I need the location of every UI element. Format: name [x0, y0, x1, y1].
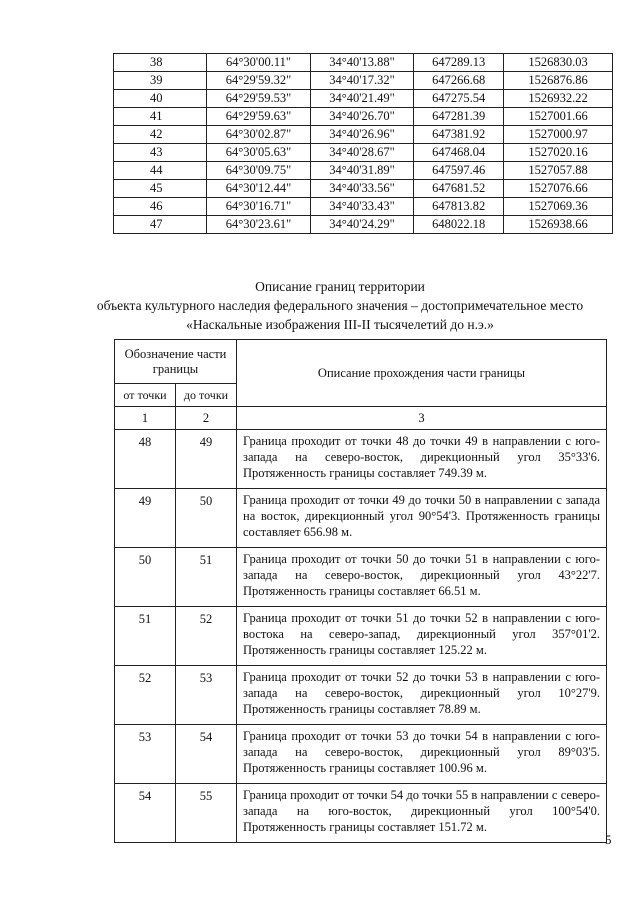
description-cell: Граница проходит от точки 49 до точки 50 в направлении с запада на восток, дирекционный угол 90°54'3. Протяженность границы составляет 656.98 м.: [237, 489, 607, 548]
coordinate-cell-n: 46: [114, 198, 207, 216]
description-cell: Граница проходит от точки 54 до точки 55 в направлении с северо-запада на юго-восток, дирекционный угол 100°54'0. Протяженность границы составляет 151.72 м.: [237, 784, 607, 843]
boundary-row: [115, 666, 607, 725]
coordinate-cell-y: 1526830.03: [504, 54, 613, 72]
from-point-cell: 48: [115, 430, 176, 489]
to-point-cell: 54: [176, 725, 237, 784]
from-point-cell: 51: [115, 607, 176, 666]
from-point-cell: 50: [115, 548, 176, 607]
to-point-cell: 55: [176, 784, 237, 843]
coordinate-cell-y: 1527076.66: [504, 180, 613, 198]
coordinate-cell-lat: 64°29'59.32": [206, 72, 310, 90]
coordinate-cell-lon: 34°40'28.67": [310, 144, 413, 162]
heading-line-1: Описание границ территории: [255, 279, 425, 294]
header-to-point: до точки: [176, 384, 237, 407]
coordinate-cell-lat: 64°30'12.44": [206, 180, 310, 198]
coordinate-cell-y: 1527000.97: [504, 126, 613, 144]
boundary-row: [115, 607, 607, 666]
coordinate-cell-lon: 34°40'33.43": [310, 198, 413, 216]
coordinate-cell-lat: 64°30'00.11": [206, 54, 310, 72]
coordinate-cell-x: 647281.39: [414, 108, 504, 126]
coordinate-cell-lon: 34°40'24.29": [310, 216, 413, 234]
coordinate-cell-lon: 34°40'13.88": [310, 54, 413, 72]
coordinate-cell-x: 647681.52: [414, 180, 504, 198]
coordinate-cell-x: 647289.13: [414, 54, 504, 72]
coordinate-cell-x: 647381.92: [414, 126, 504, 144]
coordinate-cell-lat: 64°29'59.63": [206, 108, 310, 126]
coordinate-cell-y: 1527001.66: [504, 108, 613, 126]
coordinate-cell-x: 647468.04: [414, 144, 504, 162]
coordinate-row: [114, 54, 613, 72]
from-point-cell: 52: [115, 666, 176, 725]
column-number-3: 3: [237, 407, 607, 430]
column-number-2: 2: [176, 407, 237, 430]
coordinate-cell-y: 1527057.88: [504, 162, 613, 180]
coordinate-cell-x: 647266.68: [414, 72, 504, 90]
heading-line-2: объекта культурного наследия федерального значения – достопримечательное место: [96, 298, 584, 313]
coordinate-cell-y: 1526938.66: [504, 216, 613, 234]
header-from-point: от точки: [115, 384, 176, 407]
to-point-cell: 51: [176, 548, 237, 607]
description-cell: Граница проходит от точки 48 до точки 49 в направлении с юго-запада на северо-восток, дирекционный угол 35°33'6. Протяженность границы составляет 749.39 м.: [237, 430, 607, 489]
boundary-description-table: [114, 339, 607, 843]
coordinates-table: [113, 53, 613, 234]
coordinate-cell-x: 648022.18: [414, 216, 504, 234]
coordinate-cell-lat: 64°29'59.53": [206, 90, 310, 108]
coordinate-cell-lat: 64°30'02.87": [206, 126, 310, 144]
coordinate-row: [114, 144, 613, 162]
coordinate-row: [114, 90, 613, 108]
coordinate-cell-n: 45: [114, 180, 207, 198]
coordinate-cell-n: 41: [114, 108, 207, 126]
description-cell: Граница проходит от точки 50 до точки 51 в направлении с юго-запада на северо-восток, дирекционный угол 43°22'7. Протяженность границы составляет 66.51 м.: [237, 548, 607, 607]
coordinate-cell-lat: 64°30'23.61": [206, 216, 310, 234]
coordinate-cell-y: 1526876.86: [504, 72, 613, 90]
coordinate-cell-x: 647597.46: [414, 162, 504, 180]
coordinate-cell-y: 1527069.36: [504, 198, 613, 216]
coordinate-cell-lat: 64°30'16.71": [206, 198, 310, 216]
coordinate-cell-lat: 64°30'05.63": [206, 144, 310, 162]
section-heading: [60, 277, 620, 334]
header-row: [115, 340, 607, 384]
coordinate-cell-x: 647813.82: [414, 198, 504, 216]
coordinate-row: [114, 180, 613, 198]
coordinate-cell-n: 42: [114, 126, 207, 144]
coordinate-cell-lon: 34°40'33.56": [310, 180, 413, 198]
coordinate-cell-n: 43: [114, 144, 207, 162]
heading-line-3: «Наскальные изображения III-II тысячелетий до н.э.»: [186, 317, 494, 332]
coordinate-cell-n: 40: [114, 90, 207, 108]
coordinate-cell-lon: 34°40'26.70": [310, 108, 413, 126]
to-point-cell: 49: [176, 430, 237, 489]
header-description: Описание прохождения части границы: [237, 340, 607, 407]
coordinate-cell-lat: 64°30'09.75": [206, 162, 310, 180]
coordinate-cell-lon: 34°40'17.32": [310, 72, 413, 90]
from-point-cell: 53: [115, 725, 176, 784]
description-cell: Граница проходит от точки 53 до точки 54 в направлении с юго-запада на северо-восток, дирекционный угол 89°03'5. Протяженность границы составляет 100.96 м.: [237, 725, 607, 784]
coordinate-row: [114, 216, 613, 234]
boundary-row: [115, 725, 607, 784]
coordinate-row: [114, 126, 613, 144]
coordinate-cell-y: 1526932.22: [504, 90, 613, 108]
column-number-1: 1: [115, 407, 176, 430]
coordinate-cell-n: 39: [114, 72, 207, 90]
boundary-row: [115, 430, 607, 489]
to-point-cell: 52: [176, 607, 237, 666]
to-point-cell: 50: [176, 489, 237, 548]
header-part: Обозначение части границы: [115, 340, 237, 384]
coordinate-row: [114, 198, 613, 216]
from-point-cell: 49: [115, 489, 176, 548]
description-cell: Граница проходит от точки 52 до точки 53 в направлении с юго-запада на северо-восток, дирекционный угол 10°27'9. Протяженность границы составляет 78.89 м.: [237, 666, 607, 725]
coordinate-cell-lon: 34°40'26.96": [310, 126, 413, 144]
from-point-cell: 54: [115, 784, 176, 843]
description-cell: Граница проходит от точки 51 до точки 52 в направлении с юго-востока на северо-запад, дирекционный угол 357°01'2. Протяженность границы составляет 125.22 м.: [237, 607, 607, 666]
page-number: 5: [605, 832, 612, 847]
coordinate-cell-n: 38: [114, 54, 207, 72]
coordinate-row: [114, 108, 613, 126]
to-point-cell: 53: [176, 666, 237, 725]
coordinate-cell-lon: 34°40'31.89": [310, 162, 413, 180]
coordinate-row: [114, 162, 613, 180]
coordinate-cell-x: 647275.54: [414, 90, 504, 108]
boundary-row: [115, 784, 607, 843]
boundary-row: [115, 548, 607, 607]
coordinate-row: [114, 72, 613, 90]
coordinate-cell-n: 44: [114, 162, 207, 180]
coordinate-cell-lon: 34°40'21.49": [310, 90, 413, 108]
coordinate-cell-n: 47: [114, 216, 207, 234]
boundary-row: [115, 489, 607, 548]
coordinate-cell-y: 1527020.16: [504, 144, 613, 162]
column-number-row: [115, 407, 607, 430]
